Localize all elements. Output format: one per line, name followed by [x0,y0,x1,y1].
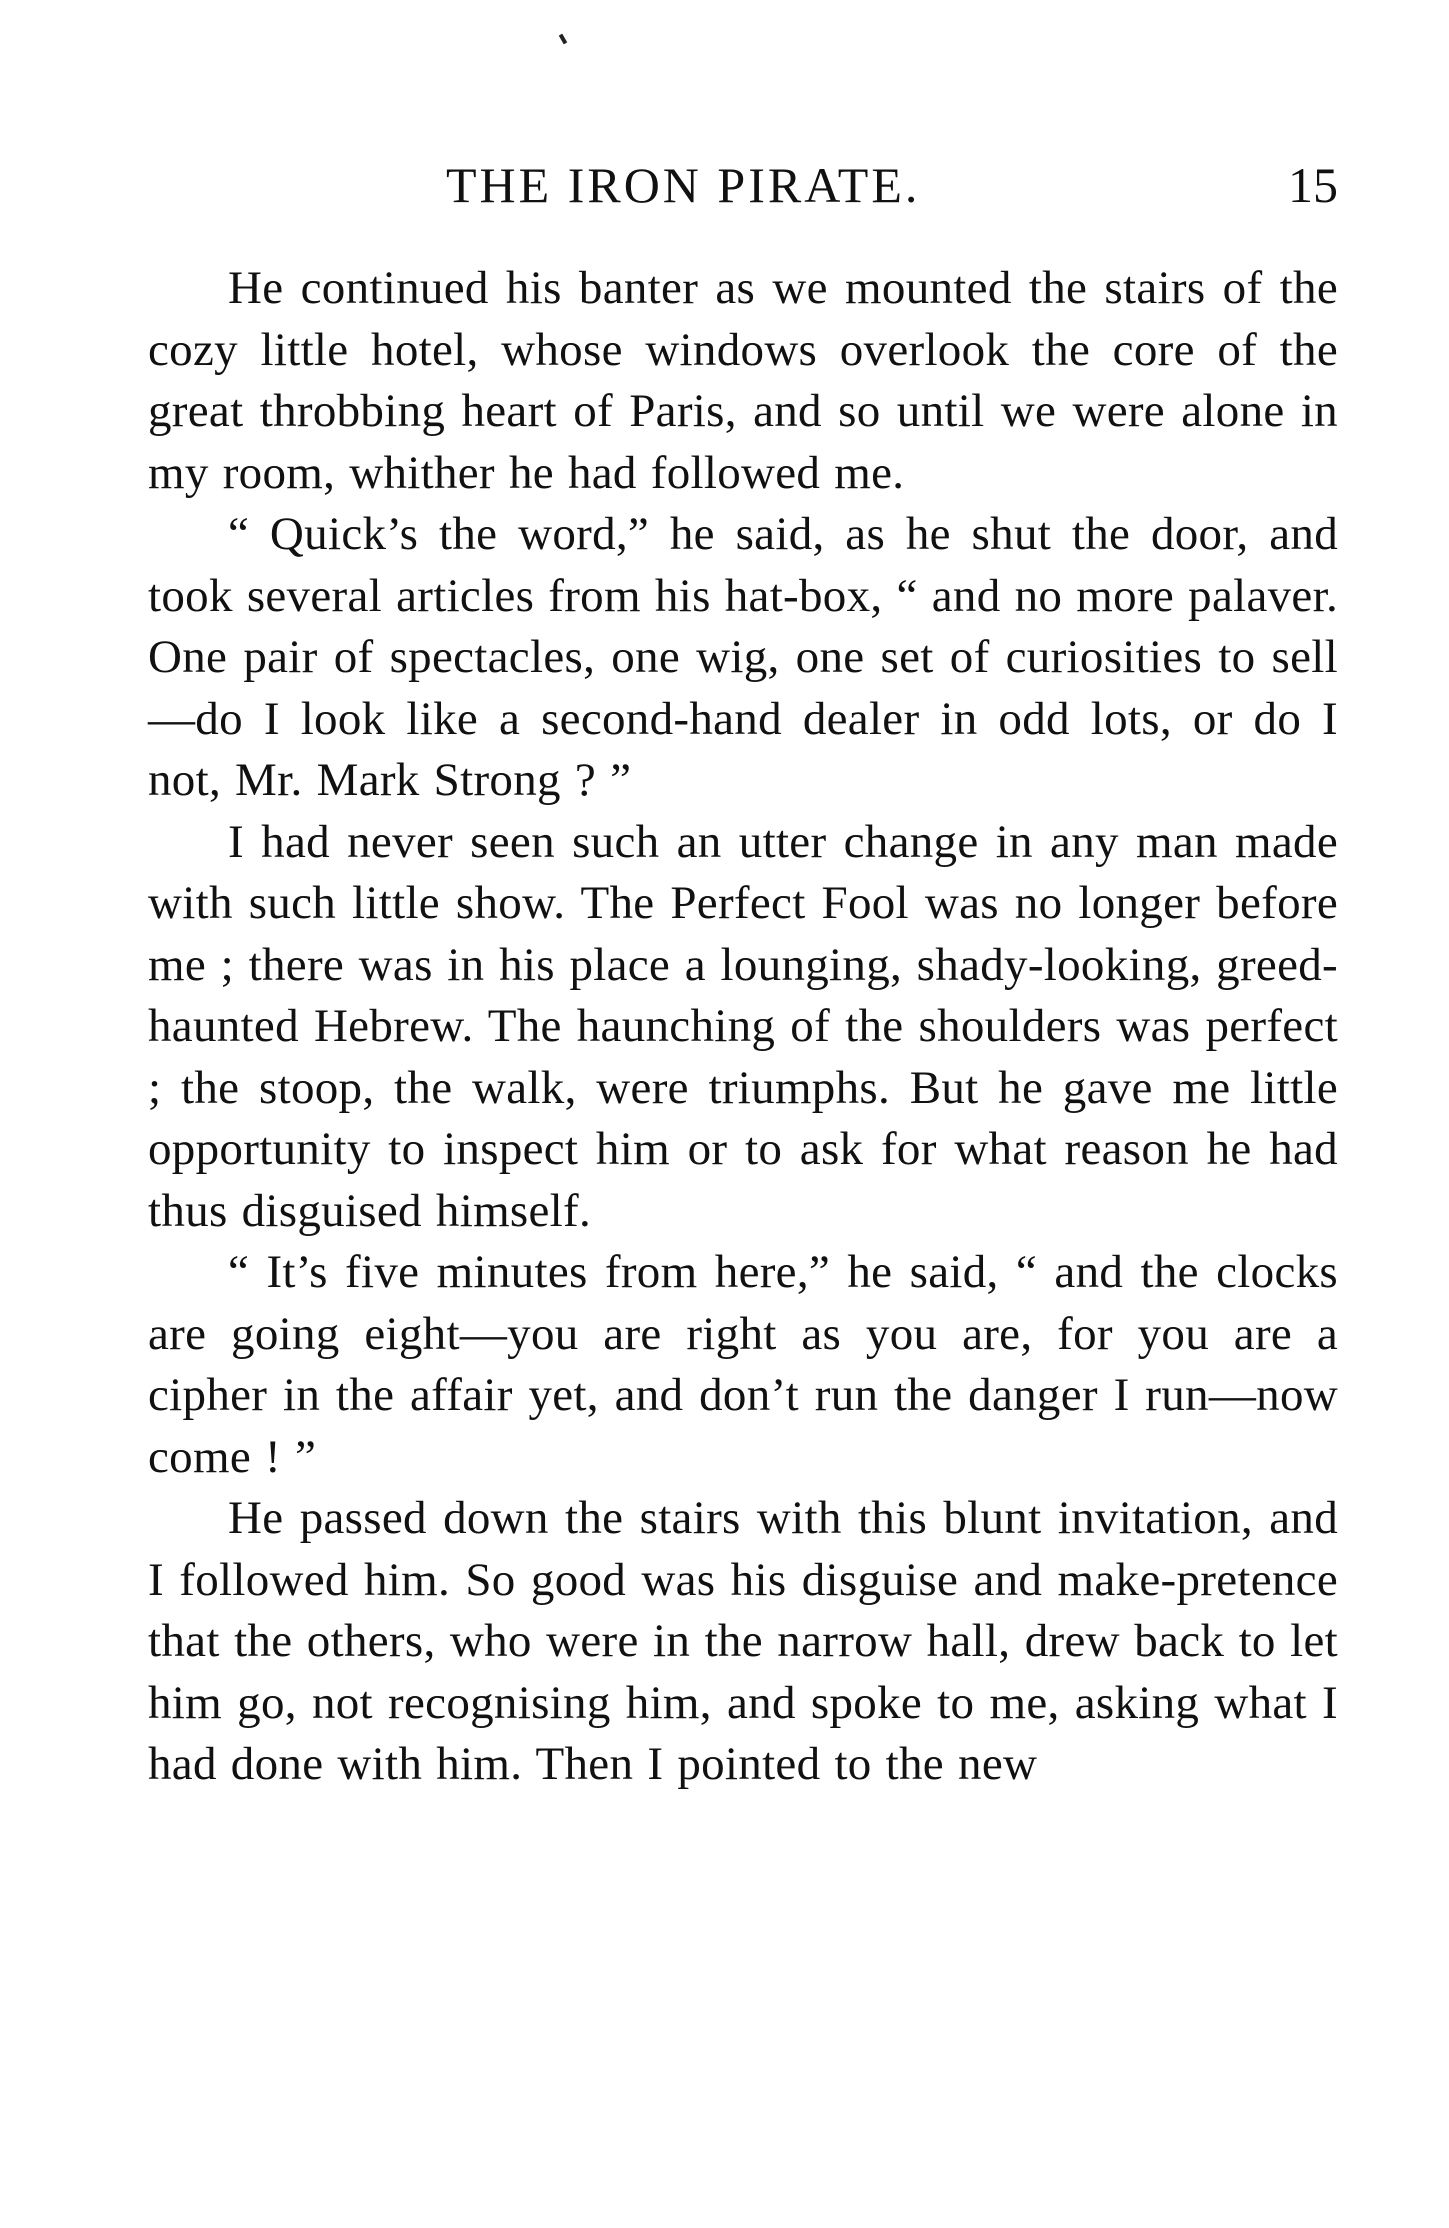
print-speck [559,34,567,45]
running-title: THE IRON PIRATE. [446,157,921,213]
paragraph-2: “ Quick’s the word,” he said, as he shut the door, and took several articles from his hat-box, “ and no more palaver. One pair of spectacles, one wig, one set of curiosities to sell—do I look like a second-hand dealer in odd lots, or do I not, Mr. Mark Strong ? ” [148,508,1338,806]
running-head [148,150,1338,220]
paragraph-1: He continued his banter as we mounted the stairs of the cozy little hotel, whose windows overlook the core of the great throbbing heart of Paris, and so until we were alone in my room, whither he had followed me. [148,262,1338,499]
paragraph-4: “ It’s five minutes from here,” he said, “ and the clocks are going eight—you are right as you are, for you are a cipher in the affair yet, and don’t run the danger I run—now come ! ” [148,1246,1338,1483]
paragraph-3: I had never seen such an utter change in any man made with such little show. The Perfect Fool was no longer before me ; there was in his place a lounging, shady-looking, greed-haunted Hebrew. The haunching of the shoulders was perfect ; the stoop, the walk, were triumphs. But he gave me little opportunity to inspect him or to ask for what reason he had thus disguised himself. [148,815,1338,1237]
paragraph-5: He passed down the stairs with this blunt invitation, and I followed him. So good was his disguise and make-pretence that the others, who were in the narrow hall, drew back to let him go, not recognising him, and spoke to me, asking what I had done with him. Then I pointed to the new [148,1492,1338,1790]
page-number: 15 [1288,157,1338,213]
body-text [148,258,1338,1796]
